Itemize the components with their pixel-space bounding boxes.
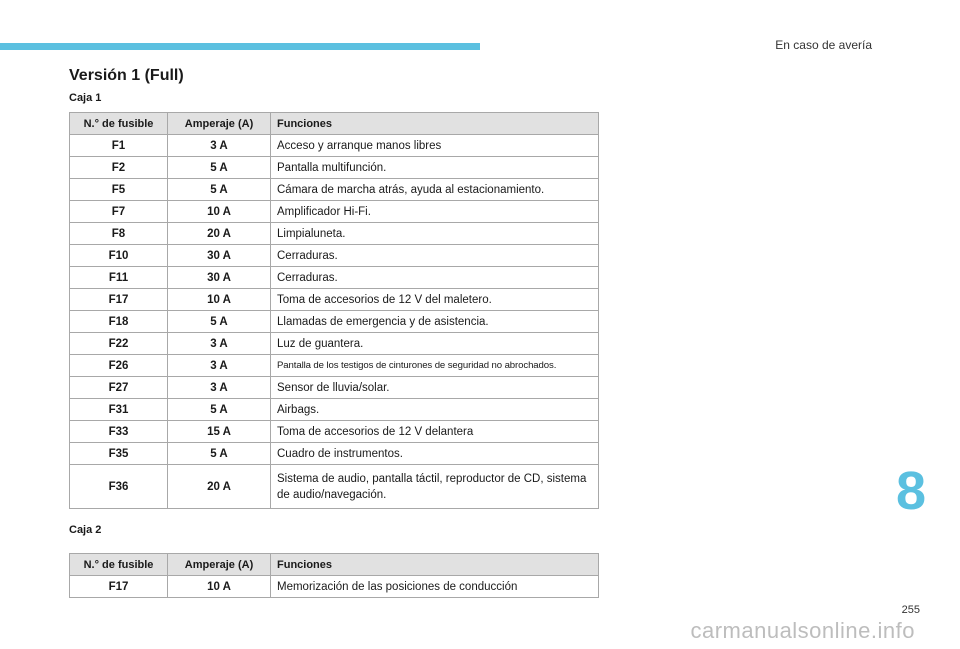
table-row <box>70 135 599 157</box>
column-header-fuse: N.° de fusible <box>70 554 168 576</box>
column-header-fuse: N.° de fusible <box>70 113 168 135</box>
function-text: Llamadas de emergencia y de asistencia. <box>271 311 599 333</box>
function-text: Toma de accesorios de 12 V del maletero. <box>271 289 599 311</box>
fuse-id: F10 <box>70 245 168 267</box>
fuse-id: F26 <box>70 355 168 377</box>
fuse-id: F35 <box>70 443 168 465</box>
fuse-id: F36 <box>70 465 168 509</box>
table-row <box>70 201 599 223</box>
watermark: carmanualsonline.info <box>690 618 915 643</box>
column-header-amperage: Amperaje (A) <box>168 113 271 135</box>
amperage: 20 A <box>168 465 271 509</box>
table-row <box>70 223 599 245</box>
function-text: Cuadro de instrumentos. <box>271 443 599 465</box>
amperage: 5 A <box>168 179 271 201</box>
amperage: 5 A <box>168 399 271 421</box>
amperage: 3 A <box>168 135 271 157</box>
amperage: 3 A <box>168 333 271 355</box>
function-text: Amplificador Hi-Fi. <box>271 201 599 223</box>
amperage: 5 A <box>168 157 271 179</box>
function-text: Memorización de las posiciones de conducción <box>271 576 599 598</box>
function-text: Luz de guantera. <box>271 333 599 355</box>
fuse-id: F5 <box>70 179 168 201</box>
fuse-id: F2 <box>70 157 168 179</box>
amperage: 3 A <box>168 355 271 377</box>
function-text: Cerraduras. <box>271 267 599 289</box>
fuse-id: F22 <box>70 333 168 355</box>
function-text: Sensor de lluvia/solar. <box>271 377 599 399</box>
box2-label: Caja 2 <box>69 524 102 536</box>
table-row <box>70 311 599 333</box>
function-text: Cámara de marcha atrás, ayuda al estacionamiento. <box>271 179 599 201</box>
table-row <box>70 443 599 465</box>
function-text: Cerraduras. <box>271 245 599 267</box>
fuse-id: F33 <box>70 421 168 443</box>
table-row <box>70 465 599 509</box>
column-header-functions: Funciones <box>271 554 599 576</box>
fuse-id: F7 <box>70 201 168 223</box>
page-number: 255 <box>901 604 920 616</box>
amperage: 20 A <box>168 223 271 245</box>
chapter-title: En caso de avería <box>775 38 872 52</box>
function-text: Limpialuneta. <box>271 223 599 245</box>
amperage: 15 A <box>168 421 271 443</box>
fuse-id: F8 <box>70 223 168 245</box>
table-row <box>70 377 599 399</box>
column-header-amperage: Amperaje (A) <box>168 554 271 576</box>
fuse-id: F27 <box>70 377 168 399</box>
fuse-id: F11 <box>70 267 168 289</box>
fuse-id: F1 <box>70 135 168 157</box>
column-header-functions: Funciones <box>271 113 599 135</box>
amperage: 10 A <box>168 576 271 598</box>
table-row <box>70 355 599 377</box>
table-row <box>70 399 599 421</box>
function-text: Toma de accesorios de 12 V delantera <box>271 421 599 443</box>
table-header-row <box>70 113 599 135</box>
table-header-row <box>70 554 599 576</box>
table-row <box>70 179 599 201</box>
table-row <box>70 267 599 289</box>
function-text: Acceso y arranque manos libres <box>271 135 599 157</box>
chapter-color-bar <box>0 43 480 50</box>
chapter-number: 8 <box>895 461 927 521</box>
table-row <box>70 157 599 179</box>
function-text: Sistema de audio, pantalla táctil, reproductor de CD, sistema de audio/navegación. <box>271 465 599 509</box>
table-row <box>70 289 599 311</box>
section-title: Versión 1 (Full) <box>69 67 184 84</box>
amperage: 3 A <box>168 377 271 399</box>
fuse-id: F18 <box>70 311 168 333</box>
box1-label: Caja 1 <box>69 92 102 104</box>
table-row <box>70 333 599 355</box>
function-text: Airbags. <box>271 399 599 421</box>
fuse-id: F31 <box>70 399 168 421</box>
amperage: 30 A <box>168 245 271 267</box>
fuse-table-box2 <box>69 553 599 598</box>
table-row <box>70 245 599 267</box>
function-text: Pantalla de los testigos de cinturones de seguridad no abrochados. <box>271 355 599 377</box>
fuse-id: F17 <box>70 289 168 311</box>
table-row <box>70 576 599 598</box>
amperage: 30 A <box>168 267 271 289</box>
function-text: Pantalla multifunción. <box>271 157 599 179</box>
amperage: 5 A <box>168 311 271 333</box>
amperage: 10 A <box>168 201 271 223</box>
amperage: 5 A <box>168 443 271 465</box>
amperage: 10 A <box>168 289 271 311</box>
table-row <box>70 421 599 443</box>
fuse-table-box1 <box>69 112 599 509</box>
fuse-id: F17 <box>70 576 168 598</box>
